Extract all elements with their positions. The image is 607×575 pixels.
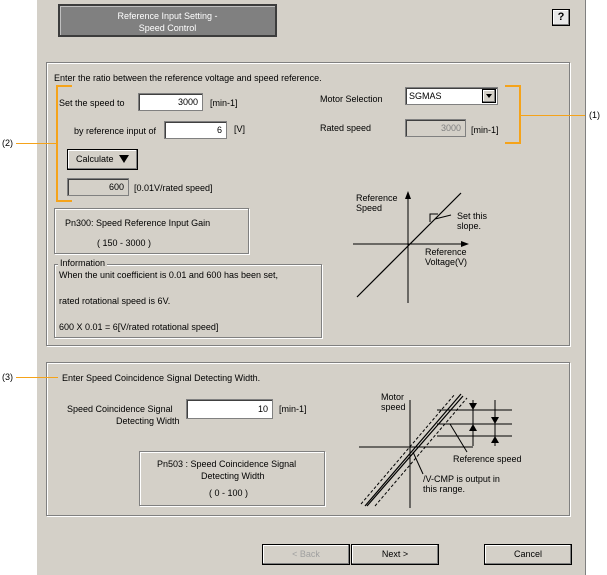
set-speed-input[interactable]: 3000 <box>138 93 203 111</box>
rated-speed-field: 3000 <box>405 119 466 137</box>
set-speed-label: Set the speed to <box>59 98 125 108</box>
coincidence-width-input[interactable]: 10 <box>186 399 273 419</box>
cancel-button[interactable]: Cancel <box>484 544 572 565</box>
motor-selection-value: SGMAS <box>409 91 442 101</box>
callout1-label: (1) <box>589 110 600 120</box>
motor-selection-label: Motor Selection <box>320 94 383 104</box>
graph2-arrow-b1 <box>491 417 499 424</box>
rated-speed-unit: [min-1] <box>471 125 499 135</box>
set-speed-unit: [min-1] <box>210 98 238 108</box>
graph1-note2: slope. <box>457 221 482 231</box>
graph1-y-label1: Reference <box>356 193 398 203</box>
coincidence-label-line1: Speed Coincidence Signal <box>67 404 173 414</box>
callout2-label: (2) <box>2 138 13 148</box>
callout3-leader <box>16 377 58 378</box>
rated-speed-label: Rated speed <box>320 123 372 133</box>
information-line2: rated rotational speed is 6V. <box>59 296 171 306</box>
graph2-y-label1: Motor <box>381 392 405 402</box>
title-line1: Reference Input Setting - <box>117 11 218 21</box>
callout2-bracket-side <box>56 85 58 202</box>
graph2-reference-speed-label: Reference speed <box>453 454 522 464</box>
motor-selection-select[interactable] <box>405 87 498 105</box>
graph2-note2: this range. <box>423 484 466 494</box>
graph1-y-label2: Speed <box>356 203 383 213</box>
information-line3: 600 X 0.01 = 6[V/rated rotational speed] <box>59 322 219 332</box>
dialog-title <box>58 4 277 37</box>
triangle-down-icon <box>119 155 129 163</box>
chevron-down-icon[interactable] <box>482 89 496 103</box>
graph2-y-label2: speed <box>381 402 406 412</box>
graph2-arrow-a2 <box>469 424 477 431</box>
callout1-leader <box>521 115 585 116</box>
back-button[interactable]: < Back <box>262 544 350 565</box>
pn503-line2: Detecting Width <box>201 471 265 481</box>
graph1-note1: Set this <box>457 211 488 221</box>
callout3-label: (3) <box>2 372 13 382</box>
calculate-button[interactable] <box>67 149 138 170</box>
next-button[interactable]: Next > <box>351 544 439 565</box>
pn503-range: ( 0 - 100 ) <box>209 488 249 498</box>
information-line1: When the unit coefficient is 0.01 and 600 has been set, <box>59 270 278 280</box>
graph2-arrow-b2 <box>491 436 499 443</box>
reference-input-field[interactable]: 6 <box>164 121 227 139</box>
gain-result-unit: [0.01V/rated speed] <box>134 183 213 193</box>
pn503-line1: Pn503 : Speed Coincidence Signal <box>157 459 297 469</box>
graph2-note1: /V-CMP is output in <box>423 474 500 484</box>
title-line2: Speed Control <box>138 23 197 33</box>
section2-intro: Enter Speed Coincidence Signal Detecting Width. <box>62 373 261 383</box>
callout2-bracket-top <box>56 85 72 87</box>
callout2-leader <box>16 143 56 144</box>
pn300-title: Pn300: Speed Reference Input Gain <box>65 218 211 228</box>
graph2-ref-leader <box>450 424 467 452</box>
gain-result-field: 600 <box>67 178 129 196</box>
graph1-y-arrow <box>405 191 411 199</box>
calculate-label: Calculate <box>76 154 114 164</box>
coincidence-width-unit: [min-1] <box>279 404 307 414</box>
coincidence-label-line2: Detecting Width <box>116 416 180 426</box>
section1-intro: Enter the ratio between the reference voltage and speed reference. <box>54 73 322 83</box>
graph1-x-label2: Voltage(V) <box>425 257 468 267</box>
help-icon[interactable]: ? <box>552 9 570 26</box>
graph2-arrow-a1 <box>469 403 477 410</box>
callout2-bracket-bottom <box>56 200 72 202</box>
pn300-range: ( 150 - 3000 ) <box>97 238 152 248</box>
reference-input-label: by reference input of <box>74 126 157 136</box>
reference-input-unit: [V] <box>234 124 246 134</box>
pn300-box <box>54 208 249 254</box>
graph1-x-label1: Reference <box>425 247 467 257</box>
information-legend: Information <box>60 258 106 268</box>
callout1-bracket-bottom <box>505 142 521 144</box>
